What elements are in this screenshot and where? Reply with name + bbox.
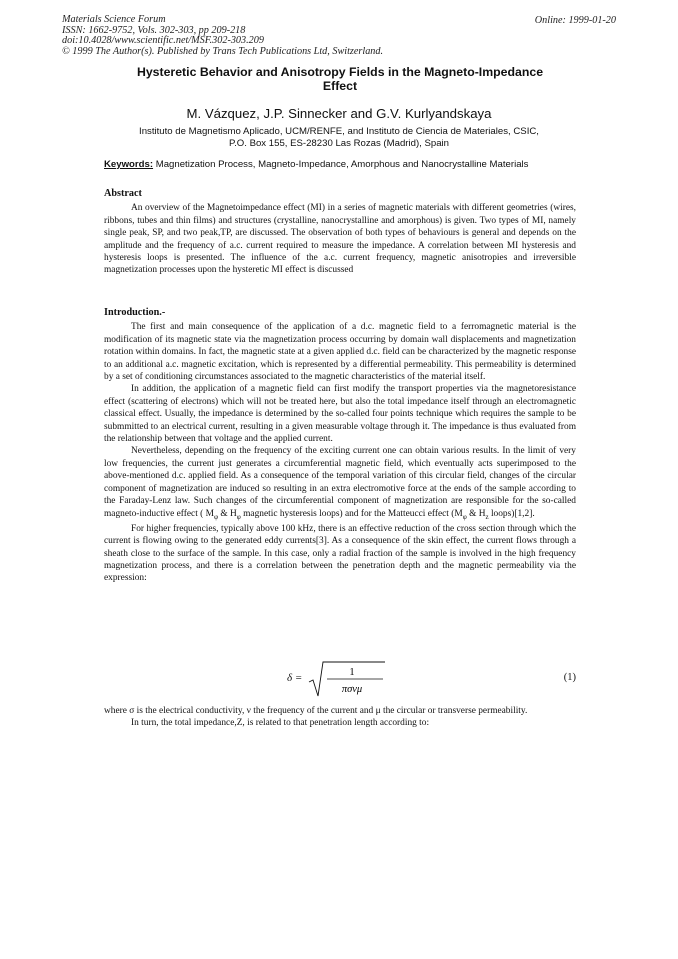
formula-numerator: 1: [349, 667, 355, 678]
abstract-text: An overview of the Magnetoimpedance effect (MI) in a series of magnetic materials with different geometries (wires, ribbons, tubes and thin films) and structures (crystalline, nanocrystalline and amorphous) is given. Two types of MI, namely single peak, SP, and two peak,TP, are discussed. The observation of both types of behaviours is general and depends on the amplitude and the frequency of a.c. current required to measure the impedance. A correlation between MI hysteresis and hysteresis loops is presented. The influence of the a.c. current frequency, magnetic anisotropies and irreversible magnetization processes upon the hysteretic MI effect is discussed: [104, 203, 576, 276]
p3-end: magnetic hysteresis loops) and for the Matteucci effect (M: [240, 508, 463, 519]
intro-paragraph-2: In addition, the application of a magnetic field can first modify the transport properties via the magnetoresistance effect (scattering of electrons) which will not be treated here, but also the total impedance itself through an electromagnetic classical effect. Usually, the impedance is determined by the so-called four points technique which requires the sample to be submmitted to an electrical current, resulting in a given measurable voltage through it. The impedance is thus evaluated from the relationship between that voltage and the applied current.: [104, 384, 576, 445]
journal-name: Materials Science Forum: [62, 14, 166, 25]
equation-number: (1): [563, 672, 576, 683]
title-line-2: Effect: [322, 78, 358, 93]
introduction-section: [104, 307, 576, 585]
online-date: Online: 1999-01-20: [534, 15, 616, 26]
affiliation: [62, 126, 616, 151]
p3-sub-2: φ: [236, 512, 241, 521]
affiliation-line-2: P.O. Box 155, ES-28230 Las Rozas (Madrid), Spain: [228, 138, 450, 150]
doi-line[interactable]: doi:10.4028/www.scientific.net/MSF.302-303.209: [62, 35, 264, 47]
abstract-heading: Abstract: [104, 188, 142, 199]
p3-text: Nevertheless, depending on the frequency of the exciting current one can obtain various results. In the limit of very low frequencies, the current just generates a circumferential magnetic field, which eventually acts superimposed to the above-mentioned d.c. applied field. As a consequence of the temporal variation of this circular field, changes of the circular component of magnetization are induced so resulting in an extra electromotive force at the ends of the sample according to the Faraday-Lenz law. Such changes of the circumferential component of magnetization are responsible for the so-called magneto-inductive effect ( M: [104, 446, 576, 519]
p3-tail: loops)[1,2].: [488, 508, 535, 519]
p3-mid-2: & H: [466, 508, 486, 519]
p3-sub-1: φ: [213, 512, 218, 521]
issn-line: ISSN: 1662-9752, Vols. 302-303, pp 209-218: [62, 24, 246, 36]
authors: M. Vázquez, J.P. Sinnecker and G.V. Kurlyandskaya: [186, 106, 492, 121]
post-formula-text: [104, 705, 576, 730]
intro-paragraph-3: [104, 445, 576, 522]
keywords-text: Magnetization Process, Magneto-Impedance, Amorphous and Nanocrystalline Materials: [155, 159, 529, 170]
introduction-heading: Introduction.-: [104, 307, 166, 318]
publication-header: [62, 15, 383, 57]
affiliation-line-1: Instituto de Magnetismo Aplicado, UCM/RENFE, and Instituto de Ciencia de Materiales, CSIC,: [139, 126, 539, 137]
intro-paragraph-4: For higher frequencies, typically above 100 kHz, there is an effective reduction of the cross section through which the current is flowing owing to the generated eddy currents[3]. As a consequence of the skin effect, the current flows through a sheath close to the surface of the sample. In this case, only a radial fraction of the sample is involved in the high frequency magnetization process, and there is a correlation between the penetration depth and the magnetic permeability via the expression:: [104, 523, 576, 584]
copyright-line: © 1999 The Author(s). Published by Trans Tech Publications Ltd, Switzerland.: [62, 45, 384, 57]
title-line-1: Hysteretic Behavior and Anisotropy Fields in the Magneto-Impedance: [136, 65, 544, 79]
formula-lhs: δ =: [287, 672, 303, 684]
p3-sub-3: φ: [462, 512, 467, 521]
abstract-section: [104, 188, 576, 277]
intro-paragraph-1: The first and main consequence of the application of a d.c. magnetic field to a ferromagnetic material is the modification of its magnetic state via the magnetization process occurring by domain wall displacements and magnetization rotation within domains. In fact, the magnetic state at a given applied d.c. field can be characterized by the magnetic response to an additional a.c. magnetic excitation, which is represented by a differential permeability. This permeability is determined by a set of conditioning circumstances associated to the magnetic characteristics of the material itself.: [104, 322, 576, 383]
last-paragraph-line: In turn, the total impedance,Z, is related to that penetration length according to:: [131, 718, 430, 729]
p3-sub-4: z: [485, 512, 489, 521]
keywords: [104, 159, 576, 170]
p3-mid: & H: [218, 508, 237, 519]
keywords-label: Keywords:: [104, 159, 154, 170]
formula-radical: [307, 660, 387, 700]
equation-1: [104, 660, 576, 700]
formula-explanation: where σ is the electrical conductivity, ν the frequency of the current and μ the circular or transverse permeability.: [104, 706, 528, 716]
paper-title: [90, 66, 590, 93]
formula-denominator: πσνμ: [341, 684, 363, 695]
